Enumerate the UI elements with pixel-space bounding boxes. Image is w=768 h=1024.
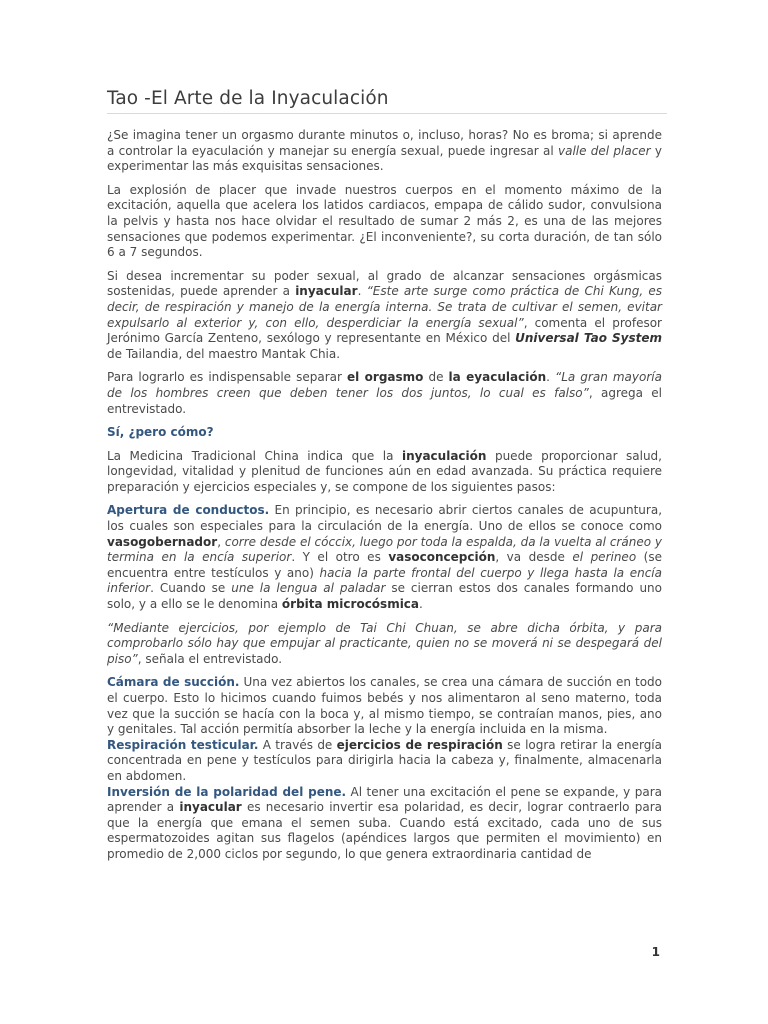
- text: .: [419, 597, 423, 612]
- step-label: Inversión de la polaridad del pene.: [107, 784, 347, 799]
- text: Una vez abiertos los canales, se crea una cámara de succión en todo el cuerpo. Esto lo hicimos cuando fuimos bebés y nos alimentaron al seno materno, toda vez que la succión se hacía con la boca y, al mismo tiempo, se contraían manos, pies, ano y genitales. Tal acción permitía absorber la leche y la energía incluida en la misma.: [107, 675, 662, 737]
- bold-text: órbita microcósmica: [281, 597, 420, 612]
- italic-text: valle del placer: [558, 143, 651, 158]
- paragraph-intro: [107, 128, 662, 175]
- quote-text: “Este arte surge como práctica de Chi Kung, es decir, de respiración y manejo de la energía interna. Se trata de cultivar el semen, evitar expulsarlo al exterior y, con ello, desperdiciar la energía sexual”: [107, 284, 662, 330]
- paragraph-poder-sexual: [107, 269, 662, 363]
- text: La Medicina Tradicional China indica que la: [107, 448, 402, 463]
- bold-text: el orgasmo: [346, 370, 424, 385]
- paragraph-explosion: La explosión de placer que invade nuestros cuerpos en el momento máximo de la excitación, aquella que acelera los latidos cardiacos, empapa de cálido sudor, convulsiona la pelvis y hasta nos hace olvidar el resultado de sumar 2 más 2, es una de las mejores sensaciones que podemos experimentar. ¿El inconveniente?, su corta duración, de tan sólo 6 a 7 segundos.: [107, 182, 662, 260]
- text: (se encuentra entre testículos y ano): [107, 550, 662, 580]
- quote-text: “La gran mayoría de los hombres creen que deben tener los dos juntos, lo cual es falso”: [107, 370, 662, 400]
- text: ¿Se imagina tener un orgasmo durante minutos o, incluso, horas? No es broma; si aprende a controlar la eyaculación y manejar su energía sexual, puede ingresar al: [107, 128, 662, 158]
- bold-text: ejercicios de respiración: [336, 737, 503, 752]
- bold-text: inyaculación: [401, 448, 487, 463]
- text: se logra retirar la energía concentrada en pene y testículos para dirigirla hacia la cabeza y, finalmente, almacenarla en abdomen.: [107, 737, 662, 783]
- page-number: 1: [651, 945, 660, 959]
- bold-text: la eyaculación: [448, 370, 547, 385]
- bold-italic-text: Universal Tao System: [515, 331, 663, 346]
- italic-text: une la lengua al paladar: [231, 581, 386, 596]
- paragraph-apertura: [107, 503, 662, 612]
- text: y experimentar las más exquisitas sensaciones.: [107, 143, 663, 174]
- text: Para lograrlo es indispensable separar: [107, 370, 347, 385]
- section-heading: Sí, ¿pero cómo?: [107, 425, 214, 440]
- quote-text: “Mediante ejercicios, por ejemplo de Tai Chi Chuan, se abre dicha órbita, y para comprobarlo sólo hay que empujar al practicante, quien no se moverá ni se despegará del piso”: [107, 620, 662, 666]
- bold-text: inyacular: [179, 800, 242, 815]
- paragraph-lograrlo: [107, 370, 662, 417]
- document-title: Tao -El Arte de la Inyaculación: [107, 88, 667, 114]
- text: ,: [217, 534, 225, 549]
- paragraph-quote-tai-chi: [107, 621, 662, 668]
- paragraph-inversion: [107, 785, 662, 863]
- text: .: [357, 284, 367, 299]
- text: . Cuando se: [150, 581, 232, 596]
- text: En principio, es necesario abrir ciertos canales de acupuntura, los cuales son especiales para la circulación de la energía. Uno de ellos se conoce como: [107, 503, 663, 534]
- bold-text: vasoconcepción: [388, 550, 496, 565]
- paragraph-respiracion: [107, 738, 662, 785]
- document-body: [107, 128, 662, 863]
- italic-text: corre desde el cóccix, luego por toda la espalda, da la vuelta al cráneo y termina en la encía superior: [107, 534, 662, 565]
- step-label: Apertura de conductos.: [107, 503, 270, 518]
- bold-text: inyacular: [295, 284, 358, 299]
- text: .: [546, 370, 555, 385]
- text: , comenta el profesor Jerónimo García Zenteno, sexólogo y representante en México del: [107, 315, 662, 346]
- paragraph-medicina: [107, 449, 662, 496]
- step-label: Cámara de succión.: [107, 675, 240, 690]
- italic-text: hacia la parte frontal del cuerpo y llega hasta la encía inferior: [107, 565, 662, 596]
- text: , va desde: [495, 550, 573, 565]
- text: Si desea incrementar su poder sexual, al grado de alcanzar sensaciones orgásmicas sostenidas, puede aprender a: [107, 268, 662, 299]
- text: es necesario invertir esa polaridad, es decir, lograr contraerlo para que la energía que emana el semen suba. Cuando está excitado, cada uno de sus espermatozoides agitan sus flagelos (apéndices largos que permiten el movimiento) en promedio de 2,000 ciclos por segundo, lo que genera extraordinaria cantidad de: [107, 800, 662, 861]
- paragraph-camara: [107, 675, 662, 737]
- step-label: Respiración testicular.: [107, 737, 259, 752]
- text: de Tailandia, del maestro Mantak Chia.: [107, 346, 341, 361]
- text: , agrega el entrevistado.: [107, 385, 663, 416]
- text: de: [423, 370, 449, 385]
- text: , señala el entrevistado.: [137, 651, 283, 666]
- text: se cierran estos dos canales formando uno solo, y a ello se le denomina: [107, 581, 662, 612]
- italic-text: el perineo: [572, 550, 637, 565]
- text: A través de: [258, 737, 337, 752]
- text: puede proporcionar salud, longevidad, vitalidad y plenitud de funciones aún en edad avanzada. Su práctica requiere preparación y ejercicios especiales y, se compone de los siguientes pasos:: [107, 448, 662, 494]
- bold-text: vasogobernador: [107, 534, 218, 549]
- text: Al tener una excitación el pene se expande, y para aprender a: [107, 784, 662, 815]
- text: . Y el otro es: [291, 550, 389, 565]
